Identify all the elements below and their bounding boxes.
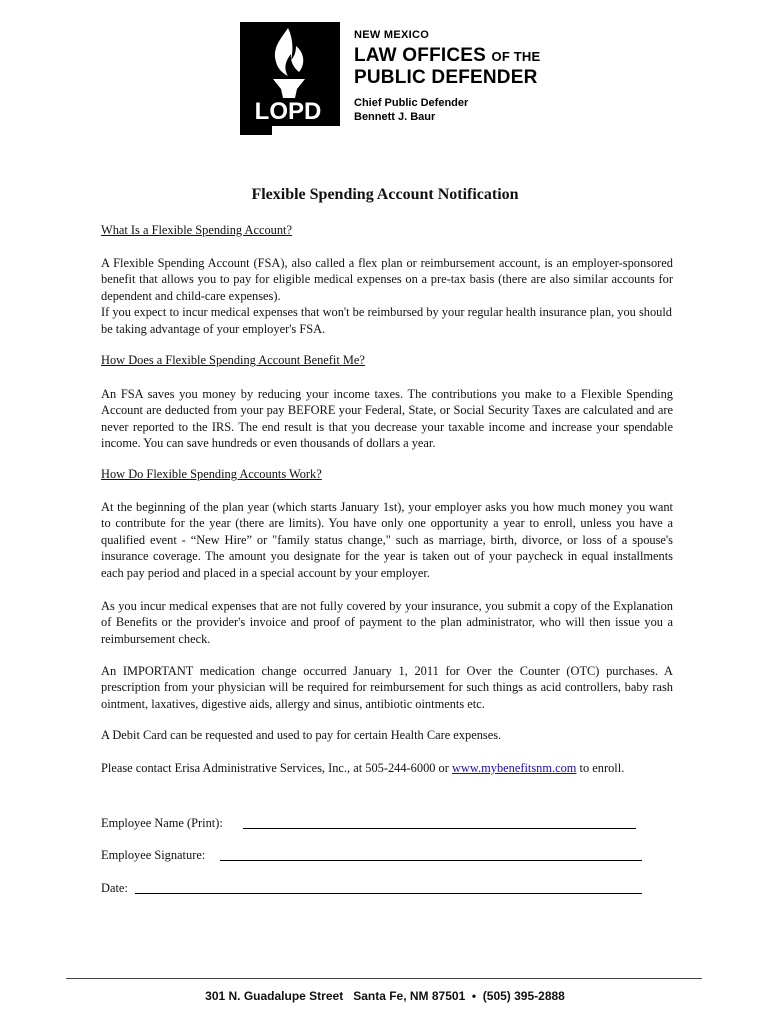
paragraph-fsa-advice: If you expect to incur medical expenses that won't be reimbursed by your regular health insurance plan, you should be taking advantage of your employer's FSA. (101, 305, 672, 336)
benefits-website-link[interactable]: www.mybenefitsnm.com (451, 761, 577, 775)
chief-name: Bennett J. Baur (354, 111, 436, 123)
footer-divider (66, 978, 702, 979)
chief-label: Chief Public Defender (354, 97, 469, 109)
paragraph-fsa-definition: A Flexible Spending Account (FSA), also called a flex plan or reimbursement account, is an employer-sponsored benefit that allows you to pay for eligible medical expenses on a pre-tax basis (there are also similar accounts for dependent and child-care expenses). (101, 256, 673, 303)
document-title: Flexible Spending Account Notification (251, 186, 519, 203)
lopd-logo (236, 22, 344, 135)
brand-law-offices (354, 45, 540, 67)
contact-text-end: to enroll. (576, 761, 625, 775)
paragraph-otc-change: An IMPORTANT medication change occurred January 1, 2011 for Over the Counter (OTC) purchases. A prescription from your physician will be required for reimbursement for such things as acid controllers, baby rash ointment, laxatives, digestive aids, allergy and sinus, antibiotic ointments etc. (101, 664, 673, 711)
paragraph-fsa-benefit: An FSA saves you money by reducing your income taxes. The contributions you make to a Flexible Spending Account are deducted from your pay BEFORE your Federal, State, or Social Security Taxes are calculated and are never reported to the IRS. The end result is that you decrease your taxable income and increase your spendable income. You can save hundreds or even thousands of dollars a year. (101, 387, 673, 451)
logo-text: LOPD (254, 98, 322, 125)
heading-fsa-benefit: How Does a Flexible Spending Account Benefit Me? (101, 353, 365, 367)
contact-text: Please contact Erisa Administrative Services, Inc., at 505-244-6000 or (101, 761, 452, 775)
brand-of-the: OF THE (491, 49, 541, 64)
paragraph-debit-card: A Debit Card can be requested and used to pay for certain Health Care expenses. (101, 728, 502, 742)
employee-name-field[interactable] (243, 828, 636, 829)
heading-what-is-fsa: What Is a Flexible Spending Account? (101, 223, 292, 237)
date-field[interactable] (135, 893, 642, 894)
paragraph-what-is-fsa (101, 255, 673, 337)
heading-how-fsa-works: How Do Flexible Spending Accounts Work? (101, 467, 322, 481)
paragraph-how-fsa-works: At the beginning of the plan year (which starts January 1st), your employer asks you how much money you want to contribute for the year (there are limits). You have only one opportunity a year to enroll, unless you have a qualified event - “New Hire” or "family status change," such as marriage, birth, divorce, or loss of a spouse's insurance coverage. The amount you designate for the year is taken out of your paycheck in equal installments each pay period and placed in a special account by your employer. (101, 500, 673, 580)
brand-public-defender: PUBLIC DEFENDER (354, 67, 538, 88)
employee-signature-field[interactable] (220, 860, 642, 861)
paragraph-reimbursement: As you incur medical expenses that are not fully covered by your insurance, you submit a copy of the Explanation of Benefits or the provider's invoice and proof of payment to the plan administrator, who will then issue you a reimbursement check. (101, 599, 673, 646)
footer-address: 301 N. Guadalupe Street Santa Fe, NM 87501 • (505) 395-2888 (205, 989, 565, 1003)
employee-signature-label: Employee Signature: (101, 848, 206, 862)
brand-state: NEW MEXICO (354, 29, 430, 41)
brand-law-offices-main: LAW OFFICES (354, 45, 487, 66)
employee-name-label: Employee Name (Print): (101, 816, 223, 830)
paragraph-contact (101, 760, 636, 776)
date-label: Date: (101, 881, 128, 895)
